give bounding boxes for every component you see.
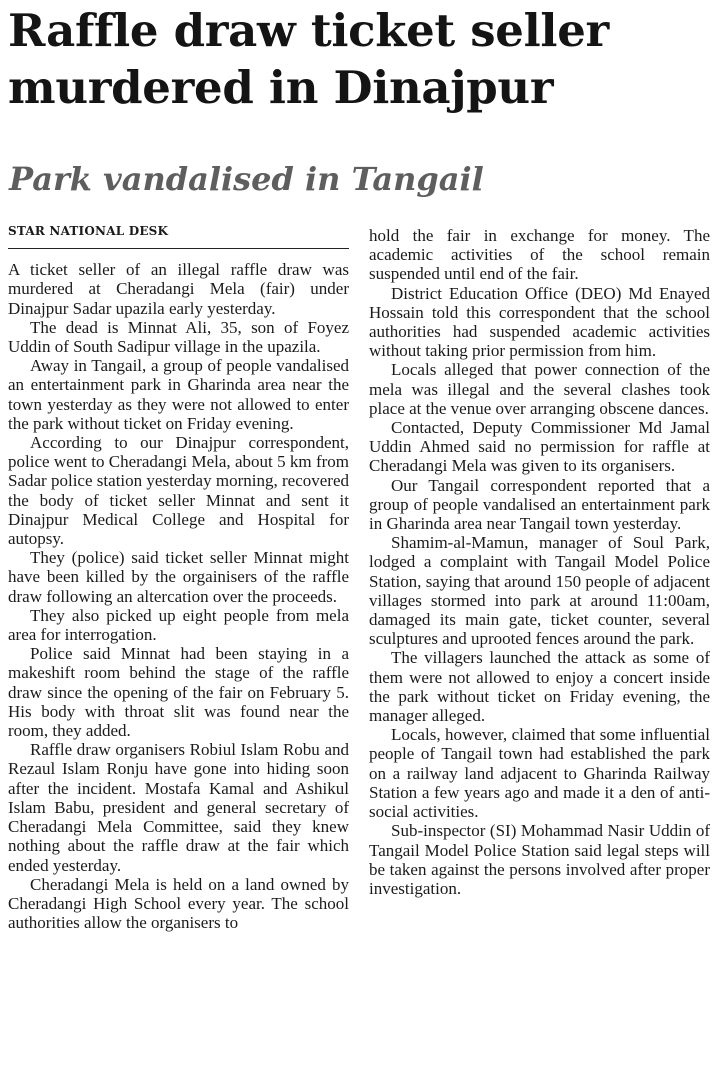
article-column-left	[8, 222, 349, 932]
subheadline: Park vandalised in Tangail	[9, 160, 484, 198]
paragraph: Raffle draw organisers Robiul Islam Robu and Rezaul Islam Ronju have gone into hiding soon after the incident. Mostafa Kamal and Ashikul Islam Babu, president and general secretary of Cheradangi Mela Committee, said they knew nothing about the raffle draw at the fair which ended yesterday.	[8, 740, 349, 875]
paragraph: Contacted, Deputy Commissioner Md Jamal Uddin Ahmed said no permission for raffle at Cheradangi Mela was given to its organisers.	[369, 418, 710, 476]
byline: STAR NATIONAL DESK	[8, 222, 349, 249]
paragraph: The dead is Minnat Ali, 35, son of Foyez Uddin of South Sadipur village in the upazila.	[8, 317, 349, 357]
paragraph: Locals alleged that power connection of the mela was illegal and the several clashes took place at the venue over arranging obscene dances.	[369, 360, 710, 418]
paragraph: Locals, however, claimed that some influential people of Tangail town had established the park on a railway land adjacent to Gharinda Railway Station a few years ago and made it a den of anti-social activities.	[369, 725, 710, 822]
paragraph: District Education Office (DEO) Md Enayed Hossain told this correspondent that the school authorities had suspended academic activities without taking prior permission from him.	[369, 283, 710, 361]
paragraph: They also picked up eight people from mela area for interrogation.	[8, 605, 349, 645]
paragraph: Our Tangail correspondent reported that a group of people vandalised an entertainment park in Gharinda area near Tangail town yesterday.	[369, 475, 710, 534]
paragraph: Shamim-al-Mamun, manager of Soul Park, lodged a complaint with Tangail Model Police Station, saying that around 150 people of adjacent villages stormed into park at around 11:00am, damaged its main gate, ticket counter, several sculptures and uprooted fences around the park.	[369, 533, 710, 649]
paragraph: Away in Tangail, a group of people vandalised an entertainment park in Gharinda area near the town yesterday as they were not allowed to enter the park without ticket on Friday evening.	[8, 356, 349, 433]
paragraph-continued: hold the fair in exchange for money. The academic activities of the school remain suspended until end of the fair.	[369, 226, 710, 284]
paragraph: According to our Dinajpur correspondent, police went to Cheradangi Mela, about 5 km from Sadar police station yesterday morning, recovered the body of ticket seller Minnat and sent it Dinajpur Medical College and Hospital for autopsy.	[8, 433, 349, 549]
paragraph: Cheradangi Mela is held on a land owned by Cheradangi High School every year. The school authorities allow the organisers to	[8, 874, 349, 933]
paragraph: Police said Minnat had been staying in a makeshift room behind the stage of the raffle draw since the opening of the fair on February 5. His body with throat slit was found near the room, they added.	[8, 644, 349, 741]
paragraph: They (police) said ticket seller Minnat might have been killed by the orgainisers of the raffle draw following an altercation over the proceeds.	[8, 548, 349, 606]
article-column-right	[369, 226, 710, 898]
paragraph: The villagers launched the attack as some of them were not allowed to enjoy a concert inside the park without ticket on Friday evening, the manager alleged.	[369, 648, 710, 726]
paragraph: Sub-inspector (SI) Mohammad Nasir Uddin of Tangail Model Police Station said legal steps will be taken against the persons involved after proper investigation.	[369, 821, 710, 898]
headline: Raffle draw ticket seller murdered in Dinajpur	[8, 4, 609, 114]
paragraph: A ticket seller of an illegal raffle draw was murdered at Cheradangi Mela (fair) under Dinajpur Sadar upazila early yesterday.	[8, 260, 349, 318]
